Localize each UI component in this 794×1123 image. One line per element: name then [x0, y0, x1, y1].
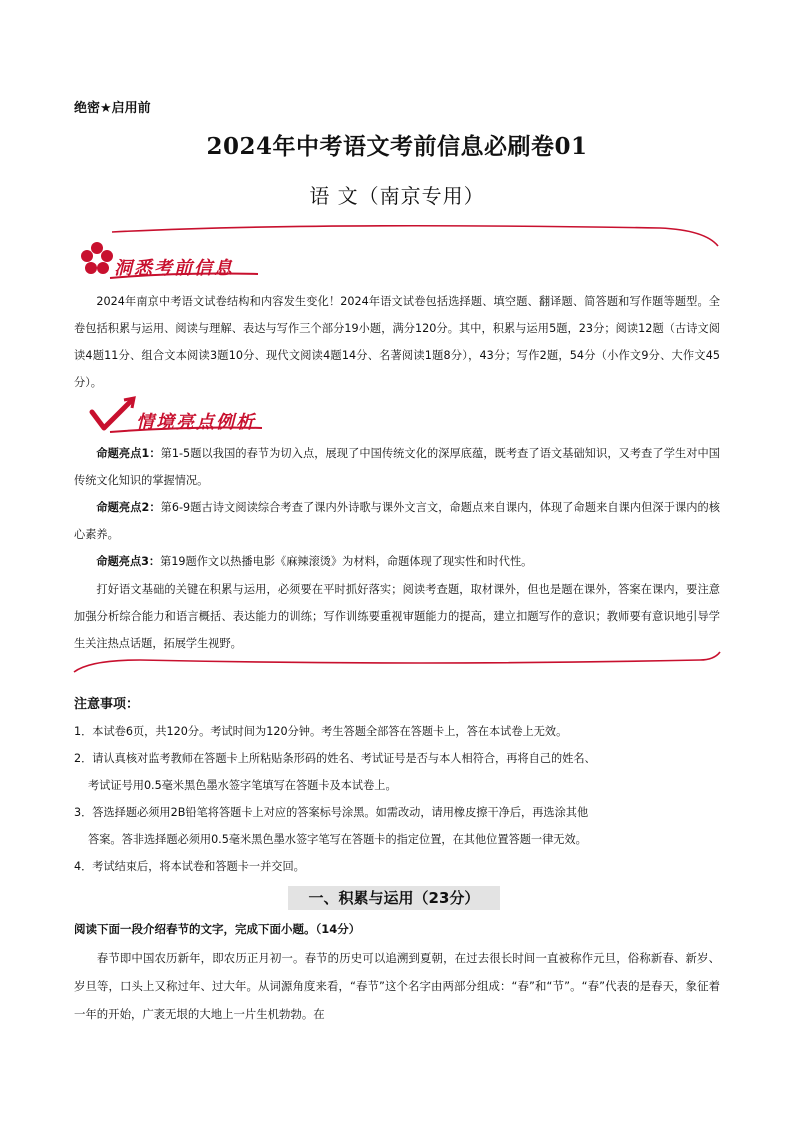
exam-intro: 2024年南京中考语文试卷结构和内容发生变化！2024年语文试卷包括选择题、填空题、翻译题、简答题和写作题等题型。全卷包括积累与运用、阅读与理解、表达与写作三个部分19小题，满分120分。其中，积累与运用5题，23分；阅读12题（古诗文阅读4题11分、组合文本阅读3题10分、现代文阅读4题14分、名著阅读1题8分），43分；写作2题，54分（小作文9分、大作文45分）。 — [74, 295, 720, 389]
frame-top-arc — [112, 226, 718, 246]
highlight-3-text: 第19题作文以热播电影《麻辣滚烫》为材料，命题体现了现实性和时代性。 — [160, 555, 533, 568]
section-heading: 一、积累与运用（23分） — [288, 886, 500, 910]
note-item: 2．请认真核对监考教师在答题卡上所粘贴条形码的姓名、考试证号是否与本人相符合，再将自己的姓名、 — [74, 752, 596, 765]
highlight-3 — [74, 548, 720, 575]
reading-instruction: 阅读下面一段介绍春节的文字，完成下面小题。（14分） — [74, 922, 361, 936]
reading-passage: 春节即中国农历新年，即农历正月初一。春节的历史可以追溯到夏朝，在过去很长时间一直被称作元旦，俗称新春、新岁、岁旦等，口头上又称过年、过大年。从词源角度来看，“春节”这个名字由两部分组成：“春”和“节”。“春”代表的是春天，象征着一年的开始，广袤无垠的大地上一片生机勃勃。在 — [74, 951, 720, 1021]
page-title: 2024年中考语文考前信息必刷卷01 — [206, 133, 588, 160]
banner-highlights: 情境亮点例析 — [136, 412, 256, 433]
note-item: 1．本试卷6页，共120分。考试时间为120分钟。考生答题全部答在答题卡上，答在本试卷上无效。 — [74, 725, 568, 738]
flower-icon — [81, 242, 113, 274]
highlight-2-label: 命题亮点2： — [96, 501, 161, 514]
highlight-1 — [74, 440, 720, 494]
note-item: 4．考试结束后，将本试卷和答题卡一并交回。 — [74, 860, 305, 873]
notes-title: 注意事项： — [74, 697, 140, 712]
confidential-label: 绝密★启用前 — [74, 101, 151, 116]
highlight-1-label: 命题亮点1： — [96, 447, 161, 460]
highlight-2-text: 第6-9题古诗文阅读综合考查了课内外诗歌与课外文言文，命题点来自课内，体现了命题来自课内但深于课内的核心素养。 — [74, 501, 720, 541]
note-item: 考试证号用0.5毫米黑色墨水签字笔填写在答题卡及本试卷上。 — [88, 779, 397, 792]
page-subtitle: 语 文（南京专用） — [309, 184, 485, 208]
highlight-2 — [74, 494, 720, 548]
note-item: 答案。答非选择题必须用0.5毫米黑色墨水签字笔写在答题卡的指定位置，在其他位置答题一律无效。 — [88, 833, 587, 846]
note-item: 3．答选择题必须用2B铅笔将答题卡上对应的答案标号涂黑。如需改动，请用橡皮擦干净后，再选涂其他 — [74, 806, 589, 819]
banner-exam-info: 洞悉考前信息 — [114, 258, 234, 279]
checkmark-icon — [92, 398, 134, 428]
highlight-3-label: 命题亮点3： — [96, 555, 161, 568]
highlight-1-text: 第1-5题以我国的春节为切入点，展现了中国传统文化的深厚底蕴，既考查了语文基础知识，又考查了学生对中国传统文化知识的掌握情况。 — [74, 447, 720, 487]
study-advice: 打好语文基础的关键在积累与运用，必须要在平时抓好落实；阅读考查题，取材课外，但也是题在课外，答案在课内，要注意加强分析综合能力和语言概括、表达能力的训练；写作训练要重视审题能力的提高，建立扣题写作的意识；教师要有意识地引导学生关注热点话题，拓展学生视野。 — [74, 583, 720, 650]
